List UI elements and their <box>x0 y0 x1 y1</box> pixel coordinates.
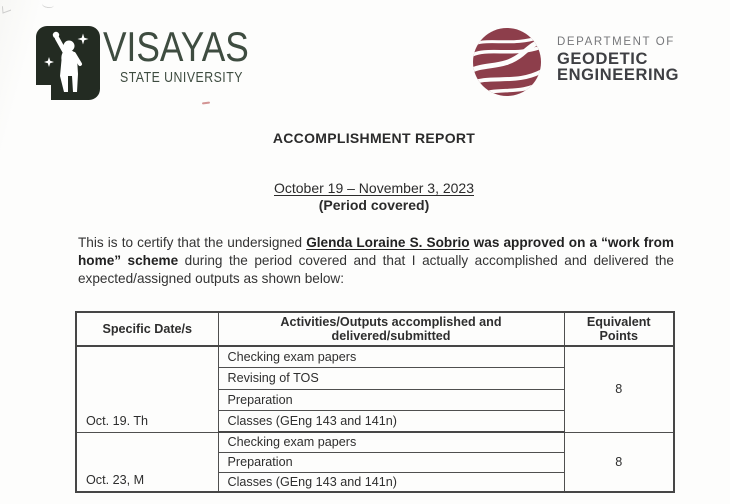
dept-line3: ENGINEERING <box>557 66 680 84</box>
scan-artifact-red-dash <box>202 101 210 104</box>
activity-cell: Checking exam papers <box>218 432 564 452</box>
activity-cell: Revising of TOS <box>218 368 564 390</box>
geodetic-globe-icon <box>472 26 542 103</box>
table-row <box>76 432 674 452</box>
paragraph-line-3: expected/assigned outputs as shown below: <box>78 270 345 286</box>
vsu-name: VISAYAS <box>103 23 249 70</box>
date-cell-oct19: Oct. 19. Th <box>76 346 218 432</box>
activity-cell: Checking exam papers <box>218 346 564 368</box>
period-range <box>0 180 730 196</box>
table-row <box>76 346 674 368</box>
col-header-specific-dates: Specific Date/s <box>76 312 218 346</box>
col-header-equivalent-points: Equivalent Points <box>564 312 674 346</box>
vsu-logo-icon <box>36 26 100 105</box>
points-cell-oct19: 8 <box>564 346 674 432</box>
accomplishment-table <box>75 311 675 493</box>
paragraph-line-1: This is to certify that the undersigned Glenda Loraine S. Sobrio was approved on a “work from <box>78 235 674 250</box>
paragraph-line-2: home” scheme during the period covered and that I actually accomplished and delivered the <box>78 252 674 268</box>
vsu-subname: STATE UNIVERSITY <box>120 69 243 86</box>
activity-cell: Preparation <box>218 389 564 411</box>
page-title: ACCOMPLISHMENT REPORT <box>272 130 476 146</box>
vsu-logo-text <box>103 23 277 86</box>
dept-line1: DEPARTMENT OF <box>557 36 675 48</box>
employee-name: Glenda Loraine S. Sobrio <box>306 235 470 250</box>
points-cell-oct23: 8 <box>564 432 674 492</box>
dept-line2: GEODETIC <box>557 50 648 68</box>
certification-paragraph <box>78 234 674 287</box>
activity-cell: Classes (GEng 143 and 141n) <box>218 411 564 433</box>
period-range-text: October 19 – November 3, 2023 <box>273 180 474 196</box>
period-caption: (Period covered) <box>318 197 430 213</box>
scan-artifact-squiggle <box>42 0 55 9</box>
date-cell-oct23: Oct. 23, M <box>76 432 218 492</box>
activity-cell: Classes (GEng 143 and 141n) <box>218 472 564 492</box>
activity-cell: Preparation <box>218 452 564 472</box>
col-header-activities: Activities/Outputs accomplished and delivered/submitted <box>218 312 564 346</box>
scan-artifact-mark <box>2 3 11 13</box>
geodetic-logo-text <box>557 36 679 83</box>
table-header-row <box>76 312 674 346</box>
